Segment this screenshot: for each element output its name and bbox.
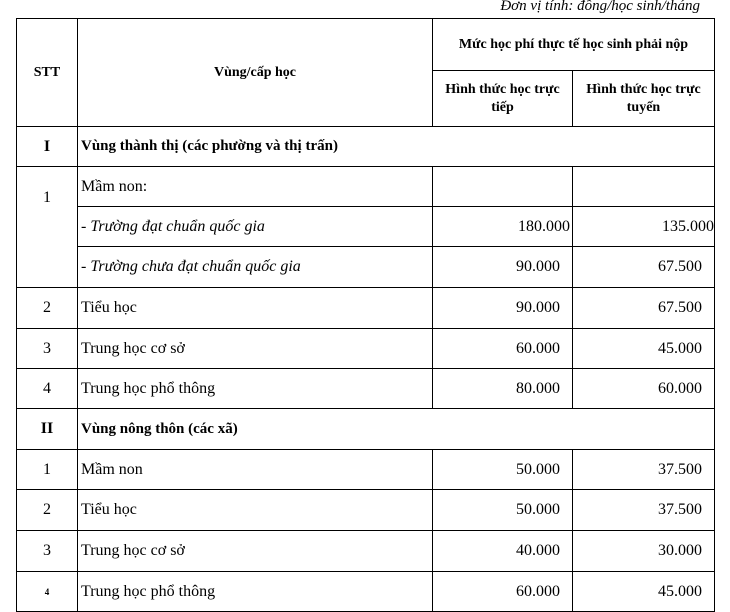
row-label: Trung học cơ sở [78, 531, 433, 572]
cell-online: 67.500 [573, 288, 715, 329]
row-label [78, 207, 433, 247]
row-number: 1 [17, 167, 78, 288]
row-label: Mầm non [78, 450, 433, 490]
table-row [17, 207, 715, 247]
cell-direct: 90.000 [433, 247, 573, 288]
header-fee-group: Mức học phí thực tế học sinh phải nộp [433, 19, 715, 71]
header-row-1 [17, 19, 715, 71]
row-number: 3 [17, 531, 78, 572]
section-title: Vùng nông thôn (các xã) [78, 409, 715, 450]
table-row [17, 329, 715, 369]
row-number: 1 [17, 450, 78, 490]
table-row [17, 450, 715, 490]
cell-online: 135.000 [573, 207, 715, 247]
cell-direct [433, 167, 573, 207]
label-italic: Trường đạt chuẩn quốc gia [90, 217, 265, 235]
section-urban [17, 127, 715, 167]
row-number: 4 [17, 369, 78, 409]
header-stt: STT [17, 19, 78, 127]
row-label: Trung học phổ thông [78, 369, 433, 409]
table-row [17, 369, 715, 409]
bullet-dash: - [81, 258, 91, 275]
cell-direct: 180.000 [433, 207, 573, 247]
table-row [17, 490, 715, 531]
tuition-table [16, 18, 715, 612]
cell-direct: 60.000 [433, 572, 573, 612]
label-italic: Trường chưa đạt chuẩn quốc gia [90, 258, 301, 275]
cell-online: 67.500 [573, 247, 715, 288]
cell-direct: 60.000 [433, 329, 573, 369]
cell-online: 30.000 [573, 531, 715, 572]
row-label: Tiểu học [78, 490, 433, 531]
row-number: 2 [17, 288, 78, 329]
table-row [17, 572, 715, 612]
row-label: Trung học phổ thông [78, 572, 433, 612]
cell-online [573, 167, 715, 207]
header-direct: Hình thức học trực tiếp [433, 71, 573, 127]
cell-direct: 80.000 [433, 369, 573, 409]
table-row [17, 247, 715, 288]
row-label: Trung học cơ sở [78, 329, 433, 369]
bullet-dash: - [81, 217, 91, 235]
row-number: 2 [17, 490, 78, 531]
header-online: Hình thức học trực tuyến [573, 71, 715, 127]
row-label: Tiểu học [78, 288, 433, 329]
section-roman: I [17, 127, 78, 167]
table-row [17, 531, 715, 572]
cell-direct: 90.000 [433, 288, 573, 329]
row-label: Mầm non: [78, 167, 433, 207]
section-roman: II [17, 409, 78, 450]
cell-direct: 50.000 [433, 450, 573, 490]
cell-direct: 50.000 [433, 490, 573, 531]
row-number: 3 [17, 329, 78, 369]
cell-online: 37.500 [573, 490, 715, 531]
row-number: 4 [17, 572, 78, 612]
section-rural [17, 409, 715, 450]
cell-online: 45.000 [573, 329, 715, 369]
table-row [17, 167, 715, 207]
row-label [78, 247, 433, 288]
cell-online: 60.000 [573, 369, 715, 409]
cell-online: 45.000 [573, 572, 715, 612]
cell-direct: 40.000 [433, 531, 573, 572]
section-title: Vùng thành thị (các phường và thị trấn) [78, 127, 715, 167]
table-row [17, 288, 715, 329]
unit-note: Đơn vị tính: đồng/học sinh/tháng [500, 0, 700, 14]
header-region: Vùng/cấp học [78, 19, 433, 127]
cell-online: 37.500 [573, 450, 715, 490]
